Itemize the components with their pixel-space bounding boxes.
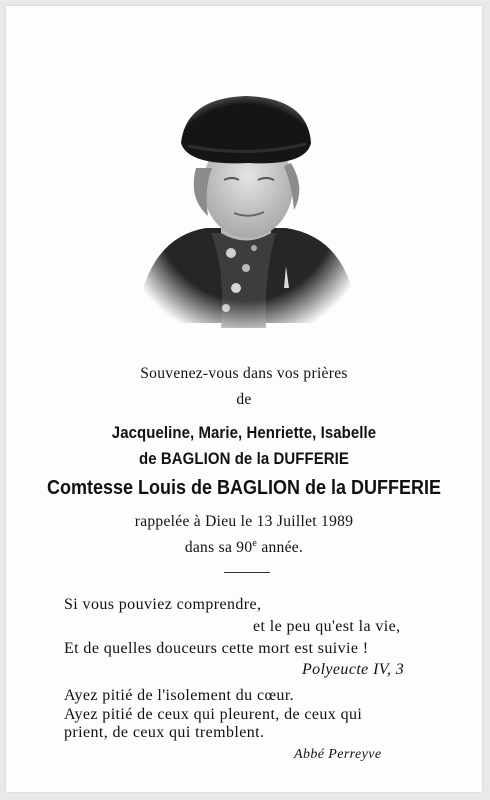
title-name: Comtesse Louis de BAGLION de la DUFFERIE <box>46 477 442 499</box>
prayer-line-1: Souvenez-vous dans vos prières <box>140 365 348 382</box>
quote2-line-1: Ayez pitié de l'isolement du cœur. <box>64 687 295 704</box>
prayer-line-2: de <box>236 391 252 408</box>
separator-rule <box>224 572 270 573</box>
given-names: Jacqueline, Marie, Henriette, Isabelle <box>111 423 377 442</box>
quote1-attribution: Polyeucte IV, 3 <box>302 661 405 678</box>
memorial-card <box>6 6 482 792</box>
age-prefix: dans sa 90 <box>184 539 253 557</box>
quote2-line-2: Ayez pitié de ceux qui pleurent, de ceux qui <box>64 706 363 723</box>
quote2-line-3: prient, de ceux qui tremblent. <box>64 724 265 741</box>
maiden-name: de BAGLION de la DUFFERIE <box>138 449 349 468</box>
age-line <box>6 538 482 557</box>
quote1-line-3: Et de quelles douceurs cette mort est suivie ! <box>64 640 369 657</box>
age-suffix: année. <box>257 539 304 557</box>
quote2-attribution: Abbé Perreyve <box>294 747 382 762</box>
portrait-photo <box>126 88 366 343</box>
quote1-line-2: et le peu qu'est la vie, <box>253 618 401 635</box>
age-superscript: e <box>252 538 258 549</box>
death-date-line: rappelée à Dieu le 13 Juillet 1989 <box>134 513 354 530</box>
quote1-line-1: Si vous pouviez comprendre, <box>64 596 262 613</box>
